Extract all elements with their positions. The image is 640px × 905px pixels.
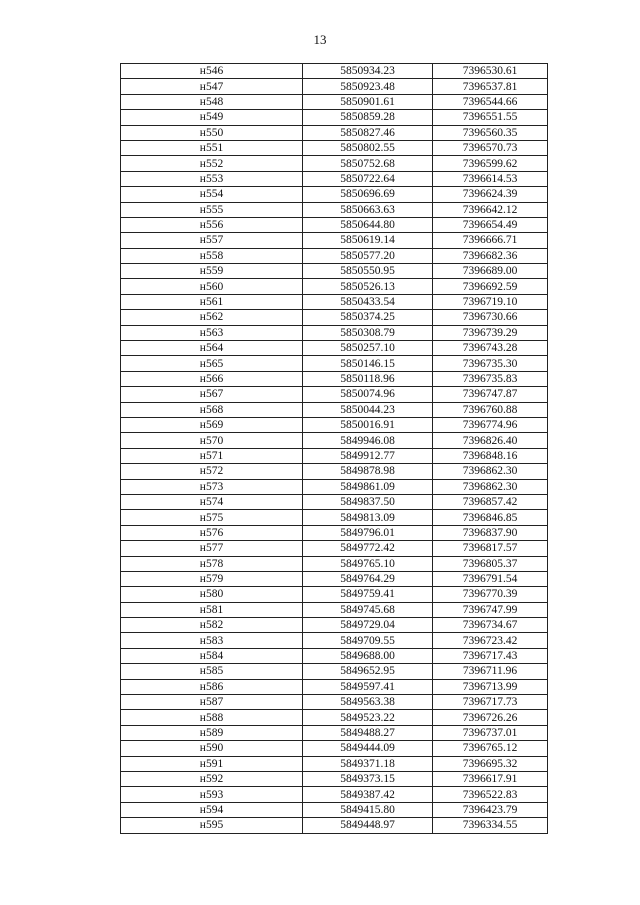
y-coordinate-cell: 7396747.87	[433, 387, 548, 402]
table-row	[121, 187, 548, 202]
table-row	[121, 140, 548, 155]
point-name-cell: н576	[121, 525, 303, 540]
table-row	[121, 802, 548, 817]
y-coordinate-cell: 7396689.00	[433, 264, 548, 279]
table-row	[121, 264, 548, 279]
table-row	[121, 64, 548, 79]
x-coordinate-cell: 5849861.09	[303, 479, 433, 494]
x-coordinate-cell: 5849759.41	[303, 587, 433, 602]
point-name-cell: н569	[121, 417, 303, 432]
point-name-cell: н594	[121, 802, 303, 817]
y-coordinate-cell: 7396862.30	[433, 479, 548, 494]
point-name-cell: н566	[121, 371, 303, 386]
coordinates-table-body	[121, 64, 548, 834]
x-coordinate-cell: 5849729.04	[303, 618, 433, 633]
x-coordinate-cell: 5849765.10	[303, 556, 433, 571]
table-row	[121, 541, 548, 556]
x-coordinate-cell: 5849688.00	[303, 648, 433, 663]
x-coordinate-cell: 5850577.20	[303, 248, 433, 263]
table-row	[121, 494, 548, 509]
y-coordinate-cell: 7396743.28	[433, 341, 548, 356]
point-name-cell: н584	[121, 648, 303, 663]
point-name-cell: н558	[121, 248, 303, 263]
point-name-cell: н549	[121, 110, 303, 125]
point-name-cell: н564	[121, 341, 303, 356]
point-name-cell: н579	[121, 571, 303, 586]
y-coordinate-cell: 7396666.71	[433, 233, 548, 248]
y-coordinate-cell: 7396837.90	[433, 525, 548, 540]
x-coordinate-cell: 5849709.55	[303, 633, 433, 648]
x-coordinate-cell: 5850074.96	[303, 387, 433, 402]
table-row	[121, 310, 548, 325]
x-coordinate-cell: 5850257.10	[303, 341, 433, 356]
point-name-cell: н590	[121, 741, 303, 756]
point-name-cell: н580	[121, 587, 303, 602]
point-name-cell: н575	[121, 510, 303, 525]
y-coordinate-cell: 7396726.26	[433, 710, 548, 725]
x-coordinate-cell: 5849415.80	[303, 802, 433, 817]
point-name-cell: н588	[121, 710, 303, 725]
y-coordinate-cell: 7396719.10	[433, 294, 548, 309]
point-name-cell: н553	[121, 171, 303, 186]
x-coordinate-cell: 5850433.54	[303, 294, 433, 309]
table-row	[121, 648, 548, 663]
y-coordinate-cell: 7396599.62	[433, 156, 548, 171]
x-coordinate-cell: 5849796.01	[303, 525, 433, 540]
table-row	[121, 341, 548, 356]
point-name-cell: н557	[121, 233, 303, 248]
point-name-cell: н583	[121, 633, 303, 648]
x-coordinate-cell: 5850901.61	[303, 94, 433, 109]
x-coordinate-cell: 5849772.42	[303, 541, 433, 556]
point-name-cell: н568	[121, 402, 303, 417]
x-coordinate-cell: 5850923.48	[303, 79, 433, 94]
x-coordinate-cell: 5849652.95	[303, 664, 433, 679]
point-name-cell: н559	[121, 264, 303, 279]
table-row	[121, 695, 548, 710]
point-name-cell: н546	[121, 64, 303, 79]
y-coordinate-cell: 7396846.85	[433, 510, 548, 525]
y-coordinate-cell: 7396570.73	[433, 140, 548, 155]
x-coordinate-cell: 5850644.80	[303, 217, 433, 232]
table-row	[121, 433, 548, 448]
table-row	[121, 771, 548, 786]
point-name-cell: н592	[121, 771, 303, 786]
y-coordinate-cell: 7396774.96	[433, 417, 548, 432]
table-row	[121, 633, 548, 648]
x-coordinate-cell: 5850722.64	[303, 171, 433, 186]
y-coordinate-cell: 7396737.01	[433, 725, 548, 740]
table-row	[121, 618, 548, 633]
point-name-cell: н578	[121, 556, 303, 571]
x-coordinate-cell: 5850118.96	[303, 371, 433, 386]
point-name-cell: н581	[121, 602, 303, 617]
y-coordinate-cell: 7396747.99	[433, 602, 548, 617]
table-row	[121, 741, 548, 756]
x-coordinate-cell: 5850146.15	[303, 356, 433, 371]
table-row	[121, 510, 548, 525]
y-coordinate-cell: 7396624.39	[433, 187, 548, 202]
y-coordinate-cell: 7396770.39	[433, 587, 548, 602]
x-coordinate-cell: 5849488.27	[303, 725, 433, 740]
x-coordinate-cell: 5849813.09	[303, 510, 433, 525]
y-coordinate-cell: 7396760.88	[433, 402, 548, 417]
x-coordinate-cell: 5849387.42	[303, 787, 433, 802]
point-name-cell: н565	[121, 356, 303, 371]
point-name-cell: н573	[121, 479, 303, 494]
x-coordinate-cell: 5849837.50	[303, 494, 433, 509]
x-coordinate-cell: 5850550.95	[303, 264, 433, 279]
table-row	[121, 233, 548, 248]
y-coordinate-cell: 7396713.99	[433, 679, 548, 694]
coordinates-table	[120, 63, 548, 834]
y-coordinate-cell: 7396735.30	[433, 356, 548, 371]
point-name-cell: н550	[121, 125, 303, 140]
point-name-cell: н571	[121, 448, 303, 463]
y-coordinate-cell: 7396711.96	[433, 664, 548, 679]
x-coordinate-cell: 5850044.23	[303, 402, 433, 417]
point-name-cell: н595	[121, 818, 303, 833]
table-row	[121, 156, 548, 171]
y-coordinate-cell: 7396735.83	[433, 371, 548, 386]
point-name-cell: н548	[121, 94, 303, 109]
table-row	[121, 525, 548, 540]
table-row	[121, 417, 548, 432]
table-row	[121, 664, 548, 679]
y-coordinate-cell: 7396530.61	[433, 64, 548, 79]
table-row	[121, 217, 548, 232]
table-row	[121, 602, 548, 617]
table-row	[121, 818, 548, 833]
table-row	[121, 787, 548, 802]
y-coordinate-cell: 7396617.91	[433, 771, 548, 786]
y-coordinate-cell: 7396551.55	[433, 110, 548, 125]
point-name-cell: н552	[121, 156, 303, 171]
y-coordinate-cell: 7396734.67	[433, 618, 548, 633]
point-name-cell: н572	[121, 464, 303, 479]
point-name-cell: н570	[121, 433, 303, 448]
y-coordinate-cell: 7396765.12	[433, 741, 548, 756]
x-coordinate-cell: 5849373.15	[303, 771, 433, 786]
table-row	[121, 79, 548, 94]
y-coordinate-cell: 7396544.66	[433, 94, 548, 109]
x-coordinate-cell: 5850663.63	[303, 202, 433, 217]
x-coordinate-cell: 5849523.22	[303, 710, 433, 725]
table-row	[121, 725, 548, 740]
point-name-cell: н555	[121, 202, 303, 217]
y-coordinate-cell: 7396654.49	[433, 217, 548, 232]
x-coordinate-cell: 5849878.98	[303, 464, 433, 479]
y-coordinate-cell: 7396862.30	[433, 464, 548, 479]
y-coordinate-cell: 7396692.59	[433, 279, 548, 294]
table-row	[121, 387, 548, 402]
y-coordinate-cell: 7396730.66	[433, 310, 548, 325]
point-name-cell: н593	[121, 787, 303, 802]
x-coordinate-cell: 5849764.29	[303, 571, 433, 586]
point-name-cell: н582	[121, 618, 303, 633]
point-name-cell: н577	[121, 541, 303, 556]
table-row	[121, 356, 548, 371]
table-row	[121, 294, 548, 309]
x-coordinate-cell: 5850696.69	[303, 187, 433, 202]
page-number: 13	[313, 32, 327, 47]
x-coordinate-cell: 5849563.38	[303, 695, 433, 710]
table-row	[121, 679, 548, 694]
y-coordinate-cell: 7396537.81	[433, 79, 548, 94]
table-row	[121, 171, 548, 186]
table-row	[121, 556, 548, 571]
table-row	[121, 464, 548, 479]
x-coordinate-cell: 5850802.55	[303, 140, 433, 155]
y-coordinate-cell: 7396522.83	[433, 787, 548, 802]
point-name-cell: н547	[121, 79, 303, 94]
x-coordinate-cell: 5849448.97	[303, 818, 433, 833]
point-name-cell: н589	[121, 725, 303, 740]
y-coordinate-cell: 7396723.42	[433, 633, 548, 648]
point-name-cell: н563	[121, 325, 303, 340]
table-row	[121, 125, 548, 140]
point-name-cell: н562	[121, 310, 303, 325]
x-coordinate-cell: 5850016.91	[303, 417, 433, 432]
y-coordinate-cell: 7396614.53	[433, 171, 548, 186]
y-coordinate-cell: 7396857.42	[433, 494, 548, 509]
table-row	[121, 587, 548, 602]
point-name-cell: н560	[121, 279, 303, 294]
y-coordinate-cell: 7396848.16	[433, 448, 548, 463]
x-coordinate-cell: 5850526.13	[303, 279, 433, 294]
x-coordinate-cell: 5850934.23	[303, 64, 433, 79]
y-coordinate-cell: 7396695.32	[433, 756, 548, 771]
table-row	[121, 248, 548, 263]
y-coordinate-cell: 7396805.37	[433, 556, 548, 571]
x-coordinate-cell: 5849912.77	[303, 448, 433, 463]
point-name-cell: н574	[121, 494, 303, 509]
table-row	[121, 94, 548, 109]
table-row	[121, 110, 548, 125]
table-row	[121, 202, 548, 217]
y-coordinate-cell: 7396717.73	[433, 695, 548, 710]
table-row	[121, 479, 548, 494]
y-coordinate-cell: 7396642.12	[433, 202, 548, 217]
point-name-cell: н567	[121, 387, 303, 402]
table-row	[121, 448, 548, 463]
table-row	[121, 756, 548, 771]
y-coordinate-cell: 7396717.43	[433, 648, 548, 663]
table-row	[121, 571, 548, 586]
y-coordinate-cell: 7396826.40	[433, 433, 548, 448]
point-name-cell: н591	[121, 756, 303, 771]
x-coordinate-cell: 5850619.14	[303, 233, 433, 248]
table-row	[121, 325, 548, 340]
x-coordinate-cell: 5850827.46	[303, 125, 433, 140]
x-coordinate-cell: 5849444.09	[303, 741, 433, 756]
y-coordinate-cell: 7396560.35	[433, 125, 548, 140]
x-coordinate-cell: 5850752.68	[303, 156, 433, 171]
x-coordinate-cell: 5849745.68	[303, 602, 433, 617]
y-coordinate-cell: 7396817.57	[433, 541, 548, 556]
point-name-cell: н556	[121, 217, 303, 232]
table-row	[121, 402, 548, 417]
y-coordinate-cell: 7396423.79	[433, 802, 548, 817]
x-coordinate-cell: 5850308.79	[303, 325, 433, 340]
table-row	[121, 371, 548, 386]
x-coordinate-cell: 5849371.18	[303, 756, 433, 771]
x-coordinate-cell: 5849597.41	[303, 679, 433, 694]
y-coordinate-cell: 7396334.55	[433, 818, 548, 833]
y-coordinate-cell: 7396739.29	[433, 325, 548, 340]
point-name-cell: н551	[121, 140, 303, 155]
point-name-cell: н554	[121, 187, 303, 202]
point-name-cell: н587	[121, 695, 303, 710]
x-coordinate-cell: 5850374.25	[303, 310, 433, 325]
point-name-cell: н561	[121, 294, 303, 309]
point-name-cell: н586	[121, 679, 303, 694]
y-coordinate-cell: 7396682.36	[433, 248, 548, 263]
point-name-cell: н585	[121, 664, 303, 679]
table-row	[121, 279, 548, 294]
x-coordinate-cell: 5849946.08	[303, 433, 433, 448]
x-coordinate-cell: 5850859.28	[303, 110, 433, 125]
y-coordinate-cell: 7396791.54	[433, 571, 548, 586]
table-row	[121, 710, 548, 725]
